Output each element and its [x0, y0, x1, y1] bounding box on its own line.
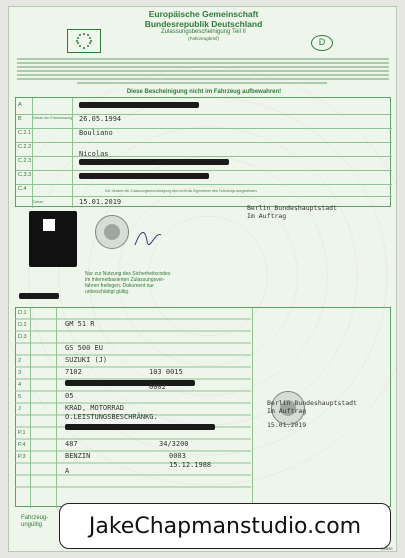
vehicle-manufacturer: SUZUKI (J)	[65, 356, 108, 364]
security-note-line2: im Internetbasierten Zulassungsver-	[85, 277, 165, 283]
country-badge: D	[311, 35, 333, 51]
security-note-line1: Nur zur Nutzung des Sicherheitscodes	[85, 271, 171, 277]
vehicle-date: 15.12.1988	[169, 461, 212, 469]
first-registration-date: 26.05.1994	[79, 115, 122, 123]
vehicle-fuel: BENZIN	[65, 452, 91, 460]
code-c4: C.4	[18, 186, 27, 192]
code-d2: D.2	[18, 322, 27, 328]
code-c23: C.2.3	[18, 158, 32, 164]
code-b: B	[18, 116, 22, 122]
vehicle-p3b: 0003	[169, 452, 186, 460]
code-2: 2	[18, 358, 22, 364]
owner-note: Der Inhaber der Zulassungsbescheinigung wird nicht als Eigentümer des Fahrzeugs ausgewiesen.	[105, 189, 258, 193]
header-line3: Zulassungsbescheinigung Teil II	[161, 29, 246, 35]
document-header	[9, 9, 397, 42]
code-j: J	[18, 406, 21, 412]
redaction-name	[79, 102, 199, 108]
vehicle-class: KRAD, MOTORRAD	[65, 404, 125, 412]
stamp2-line1: Berlin Bundeshauptstadt	[267, 399, 358, 407]
bottom-note-line2: ungültig	[21, 522, 43, 528]
vehicle-p1: 487	[65, 440, 78, 448]
header-line1: Europäische Gemeinschaft	[148, 9, 259, 19]
code-5: 5	[18, 394, 22, 400]
vehicle-make-code: GM 51 R	[65, 320, 95, 328]
serial-number: S3B8E	[380, 546, 393, 551]
code-c21: C.2.1	[18, 130, 32, 136]
security-note	[85, 271, 170, 295]
vehicle-model: GS 500 EU	[65, 344, 103, 352]
qr-code-icon	[43, 219, 55, 231]
header-line4: (Fahrzeugbrief)	[188, 36, 219, 41]
code-c33: C.3.3	[18, 172, 32, 178]
code-d1: D.1	[18, 310, 27, 316]
redaction-number	[19, 293, 59, 299]
issue-date: 15.01.2019	[79, 198, 122, 206]
bottom-note	[21, 515, 48, 529]
stamp-authority	[247, 204, 337, 220]
code-a: A	[18, 102, 22, 108]
fine-print-lines	[17, 57, 389, 85]
security-note-line4: unbeschädigt gültig.	[85, 289, 130, 295]
code-4: 4	[18, 382, 22, 388]
stamp-authority-2	[267, 399, 357, 429]
vehicle-grid-lines	[15, 307, 251, 507]
holder-surname: Bouliano	[79, 129, 113, 137]
redaction-address	[79, 159, 229, 165]
stamp-line1: Berlin Bundeshauptstadt	[247, 204, 338, 212]
label-date: Datum	[33, 200, 44, 204]
header-line2: Bundesrepublik Deutschland	[144, 19, 263, 29]
vehicle-code-2-2: 7102	[65, 368, 82, 376]
vehicle-05: 05	[65, 392, 74, 400]
security-code-panel	[29, 211, 77, 267]
stamp2-line2: Im Auftrag	[267, 407, 307, 415]
redaction-vin	[65, 380, 195, 386]
signature	[133, 225, 163, 249]
vehicle-code-2-2b: 103 0015	[149, 368, 183, 376]
redaction-address2	[79, 173, 209, 179]
official-seal	[95, 215, 129, 249]
stamp-line2: Im Auftrag	[247, 212, 287, 220]
code-p4: P.4	[18, 442, 26, 448]
label-first-registration: Datum der Erstzulassung	[33, 116, 73, 120]
code-p3: P.3	[18, 454, 26, 460]
vehicle-restriction: O.LEISTUNGSBESCHRÄNKG.	[65, 413, 158, 421]
vehicle-p4: 34/3200	[159, 440, 189, 448]
registration-document	[8, 6, 397, 552]
code-p1: P.1	[18, 430, 26, 436]
code-3: 3	[18, 370, 22, 376]
holder-firstname: Nicolas	[79, 150, 109, 158]
code-d3: D.3	[18, 334, 27, 340]
warning-banner: Diese Bescheinigung nicht im Fahrzeug aufbewahren!	[126, 89, 282, 95]
vehicle-e: 0002	[149, 383, 166, 391]
redaction-details	[65, 424, 215, 430]
code-c22: C.2.2	[18, 144, 32, 150]
stamp2-date: 15.01.2019	[267, 421, 307, 429]
watermark: JakeChapmanstudio.com	[59, 503, 391, 549]
security-note-line3: fahren freilegen. Dokument nur	[85, 283, 154, 289]
bottom-note-line1: Fahrzeug-	[21, 515, 49, 521]
vehicle-a: A	[65, 467, 70, 475]
